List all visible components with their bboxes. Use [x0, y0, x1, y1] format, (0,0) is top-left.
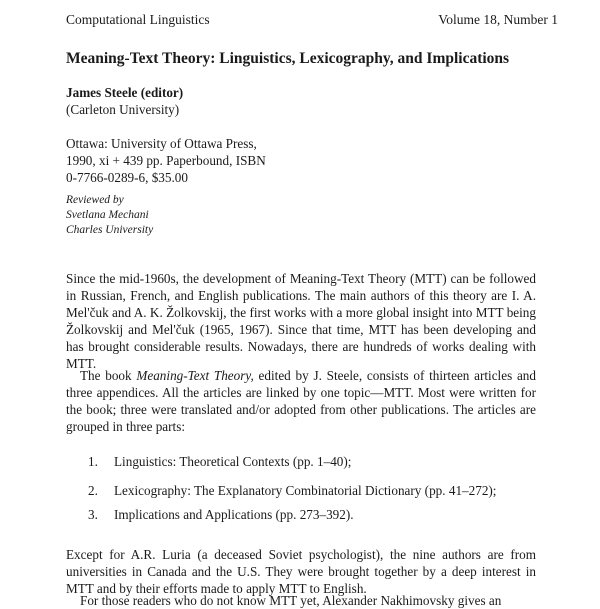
paragraph: Except for A.R. Luria (a deceased Soviet psychologist), the nine authors are from universities in Canada and the U.S. They were brought together by a deep interest in MTT and by their efforts made to apply MTT to English. — [66, 547, 536, 596]
list-number: 3. — [88, 507, 98, 522]
list-item — [88, 507, 354, 523]
paragraph — [66, 367, 536, 435]
list-text: Implications and Applications (pp. 273–392). — [114, 507, 354, 522]
paragraph-text: edited by J. Steele, consists of thirteen articles and three appendices. All the articles are linked by one topic—MTT. Most were written for the book; three were translated and/or adopted from other publications. The articles are grouped in three parts: — [66, 368, 536, 434]
list-text: Lexicography: The Explanatory Combinatorial Dictionary (pp. 41–272); — [114, 483, 497, 498]
reviewer-affiliation: Charles University — [66, 224, 154, 236]
paragraph: For those readers who do not know MTT yet, Alexander Nakhimovsky gives an — [80, 593, 502, 608]
editor-name: James Steele (editor) — [66, 85, 184, 100]
list-number: 2. — [88, 483, 98, 498]
list-item — [88, 454, 351, 470]
journal-name: Computational Linguistics — [66, 12, 210, 27]
publication-line: Ottawa: University of Ottawa Press, — [66, 136, 257, 151]
publication-line: 1990, xi + 439 pp. Paperbound, ISBN — [66, 153, 266, 168]
paragraph: Since the mid-1960s, the development of Meaning-Text Theory (MTT) can be followed in Russian, French, and English publications. The main authors of this theory are I. A. Mel'čuk and A. K. Žolkovskij, the first works with a more global insight into MTT being Žolkovskij and Mel'čuk (1965, 1967). Since that time, MTT has been developing and has brought considerable results. Nowadays, there are hundreds of works dealing with MTT. — [66, 271, 536, 371]
book-title: Meaning-Text Theory, — [136, 368, 254, 383]
review-title: Meaning-Text Theory: Linguistics, Lexicography, and Implications — [66, 50, 510, 67]
reviewer-name: Svetlana Mechani — [66, 209, 149, 221]
reviewed-by-label: Reviewed by — [66, 194, 124, 206]
reviewer-info — [66, 193, 153, 238]
list-text: Linguistics: Theoretical Contexts (pp. 1–40); — [114, 454, 352, 469]
editor-affiliation: (Carleton University) — [66, 102, 180, 117]
list-number: 1. — [88, 454, 98, 469]
list-item — [88, 483, 496, 499]
paragraph-text: The book — [80, 368, 137, 383]
volume-number: Volume 18, Number 1 — [438, 12, 558, 27]
publication-line: 0-7766-0289-6, $35.00 — [66, 170, 188, 185]
publication-info — [66, 135, 266, 186]
